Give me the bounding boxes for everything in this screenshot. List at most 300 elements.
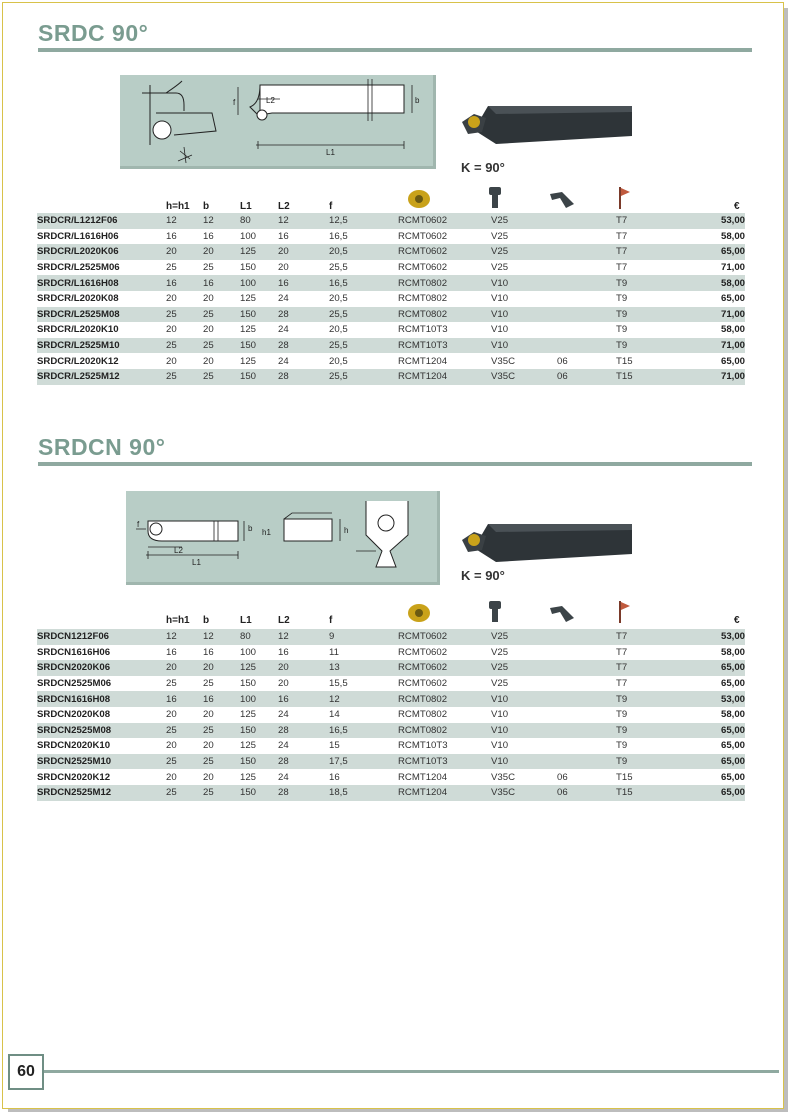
cell-price: 58,00 <box>720 230 745 242</box>
cell-code: SRDCN1616H06 <box>37 646 111 658</box>
cell-clamp <box>557 723 616 739</box>
table-row <box>37 275 745 291</box>
cell-l2: 24 <box>278 324 289 336</box>
table-row <box>37 785 745 801</box>
col-header-l2: L2 <box>278 615 290 626</box>
cell-key: T7 <box>616 230 628 242</box>
cell-l2: 12 <box>278 629 329 645</box>
cell-key: T7 <box>616 262 628 274</box>
cell-b: 20 <box>203 660 240 676</box>
diagram-label-h: h <box>344 526 349 535</box>
spec-table-srdcn <box>37 629 745 801</box>
cell-insert: RCMT10T3 <box>398 324 448 336</box>
cell-l1: 150 <box>240 307 278 323</box>
cell-price: 65,00 <box>679 754 745 770</box>
cell-h: 16 <box>166 691 203 707</box>
table-row <box>37 291 745 307</box>
cell-l1: 80 <box>240 213 278 229</box>
table-row <box>37 353 745 369</box>
cell-f: 12,5 <box>329 213 398 229</box>
cell-clamp: 06 <box>557 369 616 385</box>
cell-screw: V10 <box>491 338 557 354</box>
diagram-label-l1: L1 <box>326 148 335 157</box>
cell-l2: 20 <box>278 244 329 260</box>
cell-l1: 125 <box>240 660 278 676</box>
cell-code: SRDCN2525M08 <box>37 723 166 739</box>
cell-h: 25 <box>166 754 203 770</box>
cell-clamp: 06 <box>557 355 568 367</box>
cell-screw: V25 <box>491 262 509 274</box>
cell-price: 58,00 <box>720 324 745 336</box>
cell-insert: RCMT1204 <box>398 771 448 783</box>
cell-l2: 16 <box>278 646 289 658</box>
cell-price: 65,00 <box>720 740 745 752</box>
insert-icon <box>407 188 431 210</box>
cell-price: 71,00 <box>679 369 745 385</box>
cell-clamp <box>557 260 616 276</box>
cell-f: 17,5 <box>329 754 398 770</box>
cell-l1: 100 <box>240 646 257 658</box>
diagram-label-l2: L2 <box>174 546 183 555</box>
cell-price: 58,00 <box>720 709 745 721</box>
cell-key: T9 <box>616 338 679 354</box>
cell-insert: RCMT0602 <box>398 230 448 242</box>
cell-l1: 80 <box>240 629 278 645</box>
cell-price: 71,00 <box>720 262 745 274</box>
cell-screw: V10 <box>491 275 557 291</box>
cell-b: 12 <box>203 629 240 645</box>
cell-code: SRDCN2525M10 <box>37 754 166 770</box>
cell-price: 65,00 <box>679 785 745 801</box>
cell-l1: 150 <box>240 785 278 801</box>
cell-price: 65,00 <box>679 244 745 260</box>
col-header-h: h=h1 <box>166 615 190 626</box>
table-row <box>37 754 745 770</box>
col-header-b: b <box>203 615 210 626</box>
cell-code: SRDCR/L2525M08 <box>37 307 166 323</box>
cell-clamp <box>557 213 616 229</box>
cell-h: 25 <box>166 369 203 385</box>
cell-l1: 100 <box>240 275 278 291</box>
cell-b: 16 <box>203 230 214 242</box>
cell-code: SRDCR/L2020K06 <box>37 244 166 260</box>
table-row <box>37 229 745 245</box>
cell-key: T15 <box>616 369 679 385</box>
cell-l2: 24 <box>278 355 289 367</box>
cell-l2: 24 <box>278 771 289 783</box>
col-header-l2: L2 <box>278 201 290 212</box>
cell-b: 20 <box>203 740 214 752</box>
cell-l2: 28 <box>278 723 329 739</box>
cell-b: 20 <box>203 355 214 367</box>
cell-code: SRDCN2020K06 <box>37 660 166 676</box>
cell-clamp <box>557 244 616 260</box>
cell-clamp <box>557 738 616 754</box>
cell-h: 20 <box>166 740 177 752</box>
cell-l2: 20 <box>278 660 329 676</box>
table-row <box>37 691 745 707</box>
cell-clamp <box>557 275 616 291</box>
cell-code: SRDCN2020K08 <box>37 709 111 721</box>
cell-l1: 150 <box>240 338 278 354</box>
col-header-h: h=h1 <box>166 201 190 212</box>
cell-clamp <box>557 754 616 770</box>
cell-key: T9 <box>616 275 679 291</box>
cell-insert: RCMT10T3 <box>398 338 491 354</box>
cell-clamp <box>557 338 616 354</box>
cell-price: 65,00 <box>720 355 745 367</box>
cell-l1: 125 <box>240 244 278 260</box>
cell-code: SRDCR/L1212F06 <box>37 213 166 229</box>
col-header-b: b <box>203 201 210 212</box>
cell-price: 53,00 <box>679 629 745 645</box>
insert-icon <box>407 602 431 624</box>
diagram-label-l1: L1 <box>192 558 201 567</box>
cell-insert: RCMT0602 <box>398 629 491 645</box>
cell-clamp <box>557 322 616 338</box>
cell-price: 53,00 <box>679 213 745 229</box>
cell-key: T7 <box>616 213 679 229</box>
cell-key: T9 <box>616 709 628 721</box>
cell-f: 11 <box>329 646 339 658</box>
cell-screw: V35C <box>491 785 557 801</box>
cell-l2: 28 <box>278 307 329 323</box>
table-row <box>37 676 745 692</box>
cell-screw: V10 <box>491 754 557 770</box>
table-row <box>37 260 745 276</box>
cell-price: 65,00 <box>679 660 745 676</box>
cell-clamp <box>557 291 616 307</box>
cell-l1: 150 <box>240 723 278 739</box>
page-number: 60 <box>8 1054 44 1090</box>
table-row <box>37 769 745 785</box>
cell-l1: 150 <box>240 754 278 770</box>
cell-h: 20 <box>166 660 203 676</box>
torx-key-icon <box>617 186 631 210</box>
cell-screw: V10 <box>491 740 509 752</box>
cell-l1: 150 <box>240 678 257 690</box>
cell-f: 16 <box>329 771 340 783</box>
cell-key: T9 <box>616 307 679 323</box>
cell-f: 20,5 <box>329 355 348 367</box>
spec-table-body <box>37 629 745 801</box>
cell-b: 20 <box>203 771 214 783</box>
cell-h: 20 <box>166 709 177 721</box>
cell-price: 65,00 <box>720 293 745 305</box>
cell-code: SRDCN1212F06 <box>37 629 166 645</box>
cell-l2: 16 <box>278 275 329 291</box>
cell-code: SRDCR/L1616H06 <box>37 230 119 242</box>
cell-insert: RCMT1204 <box>398 355 448 367</box>
col-header-l1: L1 <box>240 615 252 626</box>
cell-l1: 125 <box>240 293 257 305</box>
col-header-l1: L1 <box>240 201 252 212</box>
cell-insert: RCMT0802 <box>398 709 448 721</box>
cell-clamp <box>557 307 616 323</box>
cell-f: 12 <box>329 691 398 707</box>
cell-b: 16 <box>203 646 214 658</box>
cell-insert: RCMT0802 <box>398 691 491 707</box>
cell-key: T7 <box>616 629 679 645</box>
screw-icon <box>488 600 502 624</box>
table-row <box>37 645 745 661</box>
col-header-price: € <box>734 201 740 212</box>
cell-l1: 100 <box>240 691 278 707</box>
cell-key: T9 <box>616 691 679 707</box>
cell-screw: V35C <box>491 771 515 783</box>
cell-clamp <box>557 660 616 676</box>
cell-l1: 125 <box>240 355 257 367</box>
cell-l2: 28 <box>278 785 329 801</box>
cell-code: SRDCR/L2020K08 <box>37 293 119 305</box>
cell-f: 18,5 <box>329 785 398 801</box>
cell-b: 20 <box>203 293 214 305</box>
cell-l1: 100 <box>240 230 257 242</box>
title-rule <box>38 462 752 466</box>
cell-h: 12 <box>166 629 203 645</box>
cell-l2: 24 <box>278 709 289 721</box>
cell-insert: RCMT1204 <box>398 369 491 385</box>
col-header-f: f <box>329 615 333 626</box>
cell-insert: RCMT1204 <box>398 785 491 801</box>
cell-l2: 24 <box>278 293 289 305</box>
cell-l2: 12 <box>278 213 329 229</box>
cell-b: 25 <box>203 338 240 354</box>
cell-l1: 125 <box>240 771 257 783</box>
technical-drawing-srdcn <box>126 491 440 585</box>
cell-f: 25,5 <box>329 262 348 274</box>
cell-insert: RCMT0602 <box>398 213 491 229</box>
cell-l2: 20 <box>278 678 289 690</box>
cell-l2: 28 <box>278 369 329 385</box>
cell-code: SRDCN2020K10 <box>37 740 111 752</box>
cell-code: SRDCR/L2020K12 <box>37 355 119 367</box>
cell-code: SRDCR/L2020K10 <box>37 324 119 336</box>
cell-clamp: 06 <box>557 771 568 783</box>
cell-b: 20 <box>203 324 214 336</box>
cell-screw: V25 <box>491 244 557 260</box>
cell-b: 16 <box>203 691 240 707</box>
cell-f: 15 <box>329 740 340 752</box>
cell-price: 65,00 <box>720 771 745 783</box>
cell-b: 20 <box>203 244 240 260</box>
cell-clamp <box>557 229 616 245</box>
cell-insert: RCMT0602 <box>398 262 448 274</box>
cell-h: 25 <box>166 307 203 323</box>
cell-code: SRDCN1616H08 <box>37 691 166 707</box>
table-row <box>37 213 745 229</box>
table-row <box>37 707 745 723</box>
cell-b: 25 <box>203 307 240 323</box>
cell-code: SRDCR/L1616H08 <box>37 275 166 291</box>
cell-screw: V10 <box>491 307 557 323</box>
screw-icon <box>488 186 502 210</box>
cell-screw: V25 <box>491 230 509 242</box>
col-header-price: € <box>734 615 740 626</box>
cell-key: T7 <box>616 646 628 658</box>
cell-b: 25 <box>203 678 214 690</box>
cell-key: T9 <box>616 754 679 770</box>
cell-h: 20 <box>166 244 203 260</box>
cell-clamp <box>557 645 616 661</box>
cell-l2: 24 <box>278 740 289 752</box>
spec-table-srdc <box>37 213 745 385</box>
col-header-f: f <box>329 201 333 212</box>
cell-h: 16 <box>166 275 203 291</box>
cell-h: 16 <box>166 230 177 242</box>
cell-l1: 150 <box>240 262 257 274</box>
cell-price: 58,00 <box>679 275 745 291</box>
section-title-srdcn: SRDCN 90° <box>38 434 166 460</box>
cell-code: SRDCN2020K12 <box>37 771 111 783</box>
cell-key: T15 <box>616 355 633 367</box>
cell-l1: 125 <box>240 709 257 721</box>
cell-b: 16 <box>203 275 240 291</box>
cell-code: SRDCN2525M12 <box>37 785 166 801</box>
torx-key-icon <box>617 600 631 624</box>
cell-key: T7 <box>616 660 679 676</box>
cell-h: 20 <box>166 324 177 336</box>
cell-clamp <box>557 676 616 692</box>
cell-key: T7 <box>616 244 679 260</box>
table-row <box>37 307 745 323</box>
cell-f: 20,5 <box>329 324 348 336</box>
cell-insert: RCMT10T3 <box>398 740 448 752</box>
cell-insert: RCMT0602 <box>398 244 491 260</box>
cell-insert: RCMT0802 <box>398 307 491 323</box>
table-row <box>37 244 745 260</box>
cell-h: 25 <box>166 723 203 739</box>
cell-code: SRDCR/L2525M10 <box>37 338 166 354</box>
cell-h: 25 <box>166 338 203 354</box>
cell-insert: RCMT0602 <box>398 646 448 658</box>
cell-screw: V10 <box>491 709 509 721</box>
cell-b: 12 <box>203 213 240 229</box>
cell-h: 25 <box>166 785 203 801</box>
cell-h: 20 <box>166 293 177 305</box>
cell-b: 25 <box>203 369 240 385</box>
cell-key: T9 <box>616 740 628 752</box>
cell-screw: V35C <box>491 355 515 367</box>
table-row <box>37 338 745 354</box>
cell-insert: RCMT0802 <box>398 723 491 739</box>
cell-key: T9 <box>616 293 628 305</box>
cell-clamp <box>557 691 616 707</box>
cell-f: 16,5 <box>329 723 398 739</box>
cell-price: 65,00 <box>720 678 745 690</box>
footer-rule <box>44 1070 779 1073</box>
cell-screw: V25 <box>491 646 509 658</box>
cell-price: 71,00 <box>679 338 745 354</box>
cell-insert: RCMT0802 <box>398 293 448 305</box>
diagram-label-f: f <box>233 98 236 107</box>
cell-key: T15 <box>616 785 679 801</box>
cell-f: 15,5 <box>329 678 348 690</box>
table-row <box>37 660 745 676</box>
cell-l2: 16 <box>278 691 329 707</box>
cell-insert: RCMT10T3 <box>398 754 491 770</box>
cell-insert: RCMT0602 <box>398 660 491 676</box>
cell-l2: 28 <box>278 754 329 770</box>
cell-f: 20,5 <box>329 293 348 305</box>
cell-price: 58,00 <box>720 646 745 658</box>
clamp-icon <box>548 188 576 210</box>
section-title-srdc: SRDC 90° <box>38 20 149 46</box>
cell-l1: 125 <box>240 740 257 752</box>
cell-code: SRDCR/L2525M06 <box>37 262 120 274</box>
tool-holder-photo <box>456 518 636 568</box>
technical-drawing-srdc <box>120 75 436 169</box>
cell-screw: V25 <box>491 629 557 645</box>
cell-screw: V10 <box>491 691 557 707</box>
diagram-label-f: f <box>137 520 140 529</box>
cell-screw: V25 <box>491 213 557 229</box>
angle-label: K = 90° <box>461 160 505 175</box>
cell-f: 14 <box>329 709 340 721</box>
cell-clamp: 06 <box>557 785 616 801</box>
diagram-label-b: b <box>248 524 253 533</box>
cell-insert: RCMT0802 <box>398 275 491 291</box>
cell-price: 53,00 <box>679 691 745 707</box>
cell-insert: RCMT0602 <box>398 678 448 690</box>
cell-b: 25 <box>203 785 240 801</box>
cell-h: 20 <box>166 355 177 367</box>
cell-price: 65,00 <box>679 723 745 739</box>
angle-label: K = 90° <box>461 568 505 583</box>
diagram-label-l2: L2 <box>266 96 275 105</box>
cell-h: 25 <box>166 262 177 274</box>
cell-key: T9 <box>616 324 628 336</box>
cell-clamp <box>557 707 616 723</box>
diagram-label-h1: h1 <box>262 528 271 537</box>
cell-screw: V10 <box>491 324 509 336</box>
title-rule <box>38 48 752 52</box>
cell-screw: V35C <box>491 369 557 385</box>
clamp-icon <box>548 602 576 624</box>
cell-f: 9 <box>329 629 398 645</box>
cell-clamp <box>557 629 616 645</box>
cell-screw: V25 <box>491 660 557 676</box>
cell-b: 25 <box>203 262 214 274</box>
cell-f: 25,5 <box>329 338 398 354</box>
table-row <box>37 738 745 754</box>
diagram-label-b: b <box>415 96 420 105</box>
cell-b: 25 <box>203 723 240 739</box>
cell-screw: V10 <box>491 293 509 305</box>
cell-f: 20,5 <box>329 244 398 260</box>
cell-f: 25,5 <box>329 307 398 323</box>
cell-f: 25,5 <box>329 369 398 385</box>
table-row <box>37 369 745 385</box>
cell-l2: 16 <box>278 230 289 242</box>
tool-holder-photo <box>456 100 636 150</box>
cell-l1: 150 <box>240 369 278 385</box>
table-row <box>37 723 745 739</box>
cell-code: SRDCR/L2525M12 <box>37 369 166 385</box>
cell-screw: V10 <box>491 723 557 739</box>
table-row <box>37 629 745 645</box>
cell-screw: V25 <box>491 678 509 690</box>
table-row <box>37 322 745 338</box>
cell-l2: 28 <box>278 338 329 354</box>
cell-key: T9 <box>616 723 679 739</box>
cell-b: 25 <box>203 754 240 770</box>
cell-h: 20 <box>166 771 177 783</box>
cell-h: 12 <box>166 213 203 229</box>
cell-key: T15 <box>616 771 633 783</box>
spec-table-body <box>37 213 745 385</box>
cell-f: 13 <box>329 660 398 676</box>
